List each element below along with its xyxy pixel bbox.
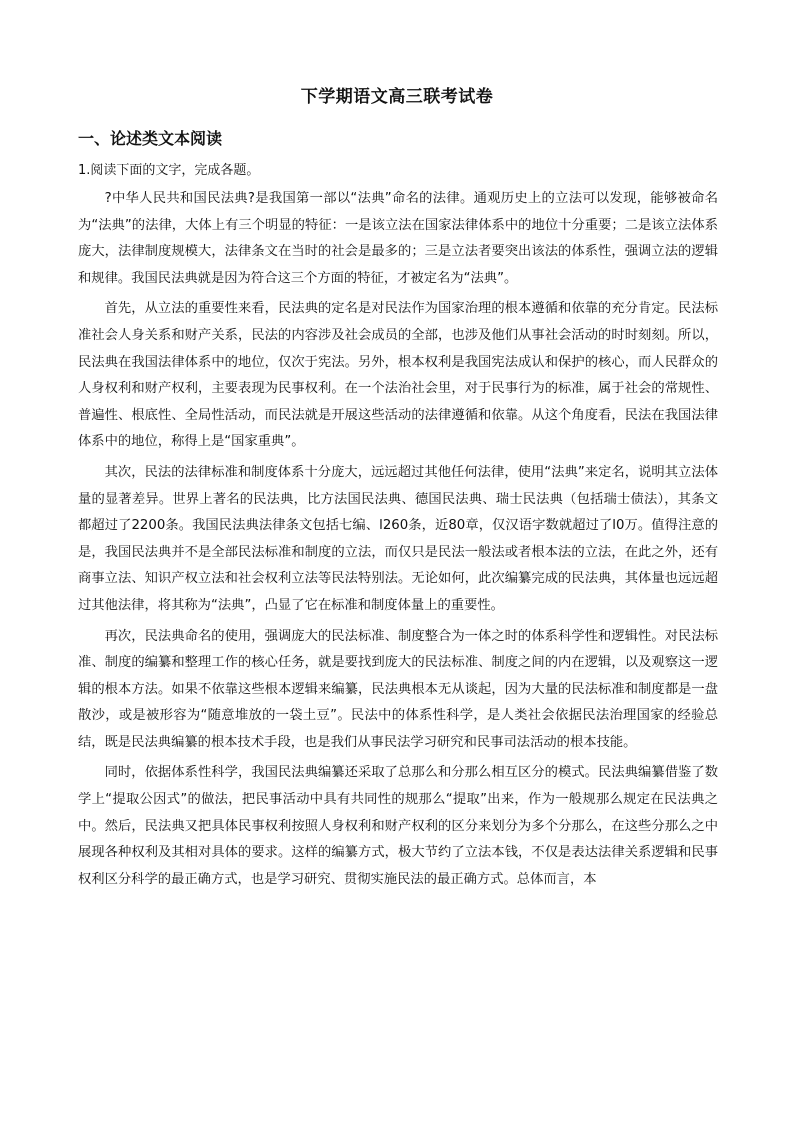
reading-passage bbox=[78, 186, 718, 893]
passage-paragraph: 再次，民法典命名的使用，强调庞大的民法标准、制度整合为一体之时的体系科学性和逻辑性。对民法标准、制度的编纂和整理工作的核心任务，就是要找到庞大的民法标准、制度之间的内在逻辑，以及观察这一逻辑的根本方法。如果不依靠这些根本逻辑来编纂，民法典根本无从谈起，因为大量的民法标准和制度都是一盘散沙，或是被形容为“随意堆放的一袋土豆”。民法中的体系性科学，是人类社会依据民法治理国家的经验总结，既是民法典编纂的根本技术手段，也是我们从事民法学习研究和民事司法活动的根本技能。 bbox=[78, 628, 718, 750]
passage-paragraph: 首先，从立法的重要性来看，民法典的定名是对民法作为国家治理的根本遵循和依靠的充分肯定。民法标准社会人身关系和财产关系，民法的内容涉及社会成员的全部，也涉及他们从事社会活动的时时刻刻。所以，民法典在我国法律体系中的地位，仅次于宪法。另外，根本权利是我国宪法成认和保护的核心，而人民群众的人身权利和财产权利，主要表现为民事权利。在一个法治社会里，对于民事行为的标准，属于社会的常规性、普遍性、根底性、全局性活动，而民法就是开展这些活动的法律遵循和依靠。从这个角度看，民法在我国法律体系中的地位，称得上是“国家重典”。 bbox=[78, 301, 718, 450]
passage-paragraph: 同时，依据体系性科学，我国民法典编纂还采取了总那么和分那么相互区分的模式。民法典编纂借鉴了数学上“提取公因式”的做法，把民事活动中具有共同性的规那么“提取”出来，作为一般规那么规定在民法典之中。然后，民法典又把具体民事权利按照人身权利和财产权利的区分来划分为多个分那么，在这些分那么之中展现各种权利及其相对具体的要求。这样的编纂方式，极大节约了立法本钱，不仅是表达法律关系逻辑和民事权利区分科学的最正确方式，也是学习研究、贯彻实施民法的最正确方式。总体而言，本 bbox=[78, 765, 718, 887]
passage-paragraph: 其次，民法的法律标准和制度体系十分庞大，远远超过其他任何法律，使用“法典”来定名，说明其立法体量的显著差异。世界上著名的民法典，比方法国民法典、德国民法典、瑞士民法典（包括瑞士债法），其条文都超过了2200条。我国民法典法律条文包括七编、l260条，近80章，仅汉语字数就超过了l0万。值得注意的是，我国民法典并不是全部民法标准和制度的立法，而仅只是民法一般法或者根本法的立法，在此之外，还有商事立法、知识产权立法和社会权利立法等民法特别法。无论如何，此次编纂完成的民法典，其体量也远远超过其他法律，将其称为“法典”，凸显了它在标准和制度体量上的重要性。 bbox=[78, 464, 718, 613]
question-instruction: 1.阅读下面的文字，完成各题。 bbox=[78, 163, 260, 178]
section-heading: 一、论述类文本阅读 bbox=[78, 129, 223, 148]
passage-paragraph: ?中华人民共和国民法典?是我国第一部以“法典”命名的法律。通观历史上的立法可以发现，能够被命名为“法典”的法律，大体上有三个明显的特征：一是该立法在国家法律体系中的地位十分重要；二是该立法体系庞大，法律制度规模大，法律条文在当时的社会是最多的；三是立法者要突出该法的体系性，强调立法的逻辑和规律。我国民法典就是因为符合这三个方面的特征，才被定名为“法典”。 bbox=[78, 191, 718, 286]
page-title: 下学期语文高三联考试卷 bbox=[300, 87, 494, 107]
